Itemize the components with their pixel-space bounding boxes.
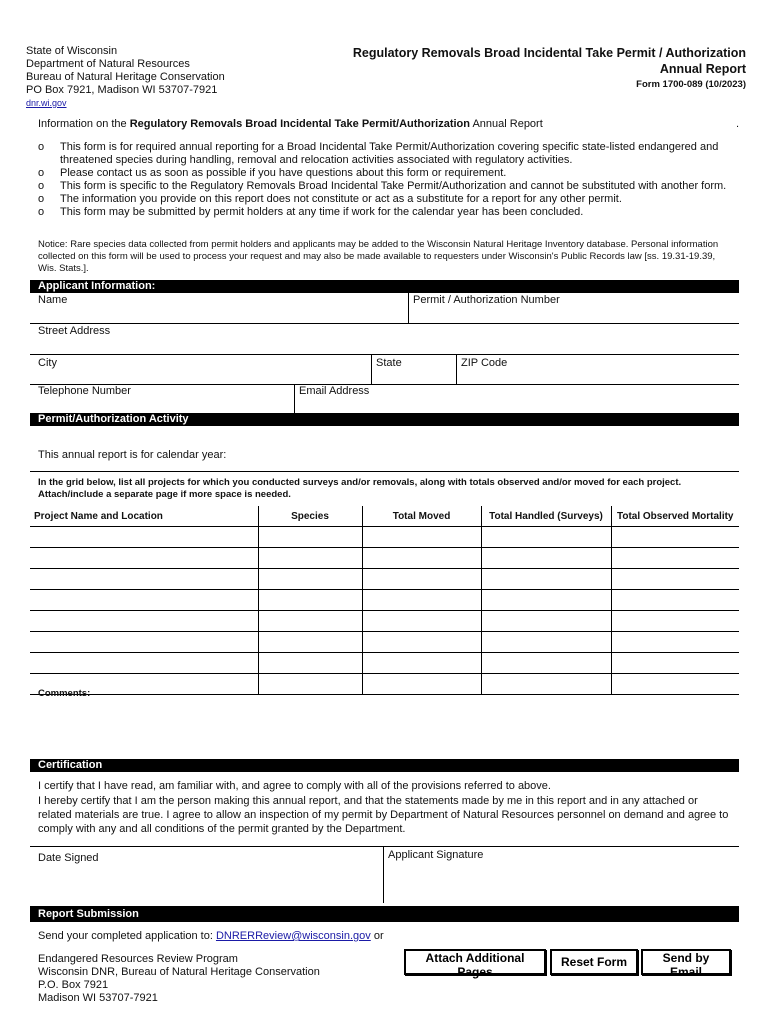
grid-cell-input[interactable] [481,611,611,632]
column-header: Total Moved [362,506,481,527]
grid-cell-input[interactable] [30,653,258,674]
city-field[interactable] [30,370,370,384]
calendar-year-field[interactable] [244,456,738,470]
grid-cell-input[interactable] [611,569,739,590]
table-row [30,548,739,569]
intro-line [38,118,578,131]
zip-code-label: ZIP Code [461,357,508,369]
intro-prefix: Information on the [38,118,130,130]
column-header: Species [258,506,362,527]
name-label: Name [38,294,68,306]
send-to-suffix: or [373,930,384,942]
grid-cell-input[interactable] [30,548,258,569]
table-row [30,632,739,653]
grid-cell-input[interactable] [30,569,258,590]
bullet-item: o The information you provide on this report does not constitute or act as a substitute for a report for any other permit. [38,193,728,206]
grid-cell-input[interactable] [258,527,362,548]
grid-cell-input[interactable] [258,611,362,632]
bullet-item: o This form is for required annual reporting for a Broad Incidental Take Permit/Authorization covering specific state-listed endangered and threatened species during handling, removal and relocation activities associated with regulatory activities. [38,141,728,167]
projects-grid [30,506,739,695]
grid-cell-input[interactable] [362,569,481,590]
table-row [30,590,739,611]
table-row [30,527,739,548]
grid-cell-input[interactable] [30,611,258,632]
grid-cell-input[interactable] [362,611,481,632]
grid-header-row [30,506,739,527]
grid-cell-input[interactable] [362,674,481,695]
city-label: City [38,357,57,369]
grid-cell-input[interactable] [611,632,739,653]
grid-cell-input[interactable] [481,653,611,674]
grid-instructions: In the grid below, list all projects for which you conducted surveys and/or removals, along with totals observed and/or moved for each project. Attach/include a separate page if more space is needed. [38,477,682,500]
form-title-line2: Annual Report [659,62,746,76]
grid-cell-input[interactable] [611,611,739,632]
grid-cell-input[interactable] [362,632,481,653]
applicant-signature-field[interactable] [386,866,738,901]
grid-cell-input[interactable] [481,674,611,695]
zip-code-field[interactable] [458,370,738,384]
bullet-item: o This form may be submitted by permit holders at any time if work for the calendar year has been concluded. [38,206,728,219]
form-title [353,45,746,77]
permit-number-field[interactable] [412,306,738,323]
grid-cell-input[interactable] [362,653,481,674]
certification-statement-2: I hereby certify that I am the person making this annual report, and that the statements made by me in this report and in any attached or related materials are true. I agree to allow an inspection of my permit by Department of Natural Resources personnel on demand and agree to comply with any and all conditions of the permit granted by the Department. [38,795,729,835]
intro-form-name: Regulatory Removals Broad Incidental Take Permit/Authorization [129,118,470,130]
date-signed-label: Date Signed [38,852,99,864]
intro-trailing-dot: . [736,118,740,130]
grid-cell-input[interactable] [481,569,611,590]
website-link[interactable]: dnr.wi.gov [26,98,67,108]
address-line: Wisconsin DNR, Bureau of Natural Heritage Conservation [38,966,320,978]
name-field[interactable] [30,306,408,323]
grid-cell-input[interactable] [30,590,258,611]
certification-statement-1: I certify that I have read, am familiar with, and agree to comply with all of the provisions referred to above. [38,780,551,792]
agency-address [26,45,225,97]
permit-number-label: Permit / Authorization Number [413,294,560,306]
address-line: Endangered Resources Review Program [38,953,238,965]
grid-cell-input[interactable] [481,632,611,653]
intro-suffix: Annual Report [470,118,543,130]
agency-line: Department of Natural Resources [26,58,190,70]
bullet-item: o Please contact us as soon as possible if you have questions about this form or requirement. [38,167,728,180]
review-email-link[interactable]: DNRERReview@wisconsin.gov [215,930,371,942]
send-to-prefix: Send your completed application to: [38,930,216,942]
email-field[interactable] [296,398,738,412]
address-line: Madison WI 53707-7921 [38,992,158,1004]
send-by-email-button[interactable]: Send by Email [641,949,731,975]
agency-line: State of Wisconsin [26,45,118,57]
calendar-year-label: This annual report is for calendar year: [38,449,227,461]
applicant-signature-label: Applicant Signature [388,849,484,861]
attach-pages-button[interactable]: Attach Additional Pages [404,949,546,975]
form-title-line1: Regulatory Removals Broad Incidental Take Permit / Authorization [352,46,746,60]
grid-cell-input[interactable] [611,674,739,695]
grid-cell-input[interactable] [30,632,258,653]
telephone-label: Telephone Number [38,385,131,397]
email-label: Email Address [299,385,370,397]
grid-cell-input[interactable] [481,548,611,569]
comments-field[interactable] [30,701,738,756]
state-label: State [376,357,402,369]
privacy-notice: Notice: Rare species data collected from permit holders and applicants may be added to the Wisconsin Natural Heritage Inventory database. Personal information collected on this form will be used to process your request and may also be made available to requesters under Wisconsin's Public Records law [ss. 19.31-19.39, Wis. Stats.]. [38,239,719,274]
grid-cell-input[interactable] [258,590,362,611]
street-address-field[interactable] [30,338,738,354]
street-address-label: Street Address [38,325,111,337]
activity-section-header: Permit/Authorization Activity [30,413,739,426]
send-to-line [38,930,384,943]
grid-cell-input[interactable] [481,527,611,548]
grid-cell-input[interactable] [362,548,481,569]
reset-form-button[interactable]: Reset Form [550,949,638,975]
bullet-item: o This form is specific to the Regulatory Removals Broad Incidental Take Permit/Authorization and cannot be substituted with another form. [38,180,728,193]
table-row [30,674,739,695]
column-header: Total Observed Mortality [611,506,739,527]
intro-bullets [38,141,728,219]
agency-line: PO Box 7921, Madison WI 53707-7921 [26,84,218,96]
table-row [30,569,739,590]
grid-cell-input[interactable] [258,653,362,674]
mailing-address [38,953,320,1005]
date-signed-field[interactable] [30,866,380,901]
submission-section-header: Report Submission [30,906,739,922]
grid-cell-input[interactable] [362,590,481,611]
grid-cell-input[interactable] [258,674,362,695]
grid-body [30,527,739,695]
grid-cell-input[interactable] [30,527,258,548]
certification-section-header: Certification [30,759,739,772]
grid-cell-input[interactable] [481,590,611,611]
agency-line: Bureau of Natural Heritage Conservation [26,71,225,83]
grid-cell-input[interactable] [611,527,739,548]
telephone-field[interactable] [30,398,292,412]
column-header: Project Name and Location [30,506,258,527]
grid-cell-input[interactable] [258,548,362,569]
form-number: Form 1700-089 (10/2023) [636,79,746,90]
grid-cell-input[interactable] [362,527,481,548]
grid-cell-input[interactable] [611,548,739,569]
table-row [30,653,739,674]
grid-cell-input[interactable] [258,632,362,653]
grid-cell-input[interactable] [611,653,739,674]
grid-cell-input[interactable] [258,569,362,590]
state-field[interactable] [373,370,455,384]
comments-label: Comments: [38,688,91,699]
table-row [30,611,739,632]
applicant-section-header: Applicant Information: [30,280,739,293]
column-header: Total Handled (Surveys) [481,506,611,527]
grid-cell-input[interactable] [611,590,739,611]
address-line: P.O. Box 7921 [38,979,109,991]
